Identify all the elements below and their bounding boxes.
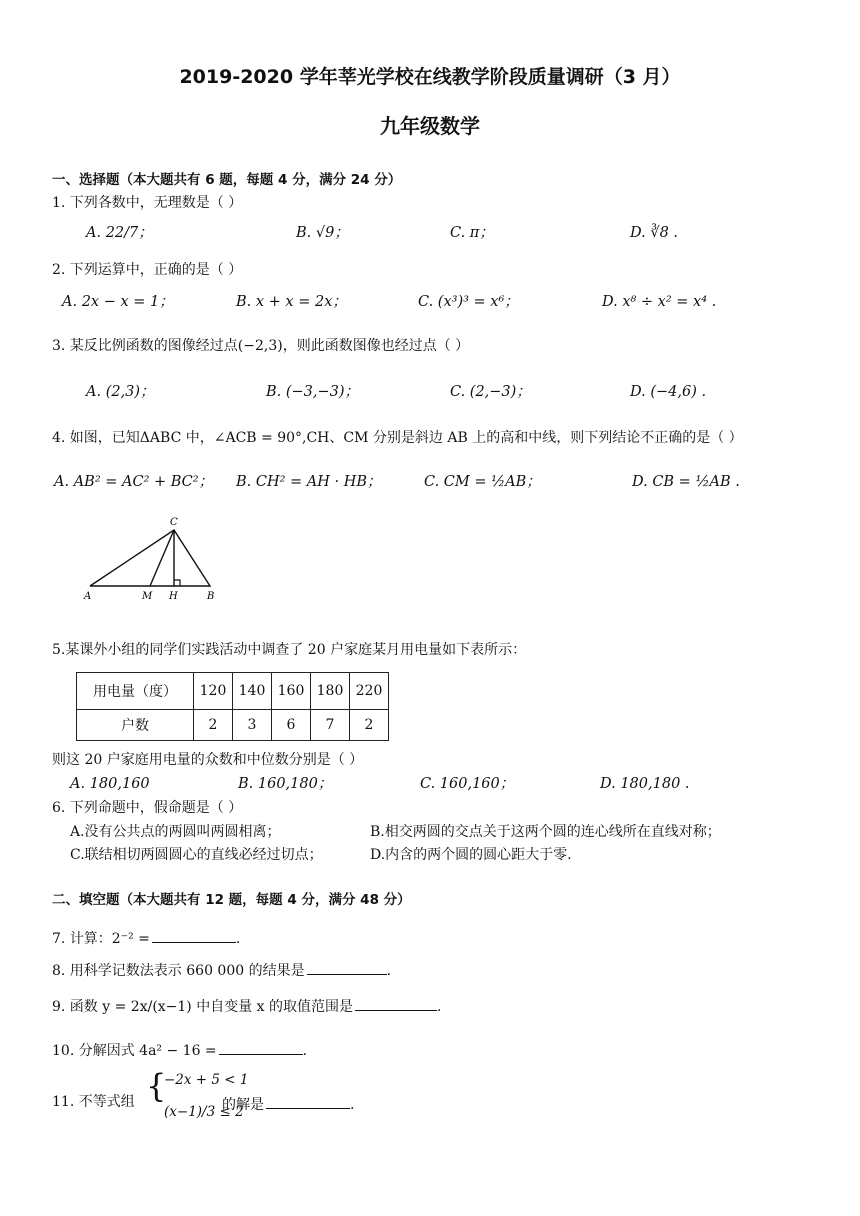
q8: 8. 用科学记数法表示 660 000 的结果是 . [52, 960, 391, 980]
q2-option-a: A. 2x − x = 1； [62, 294, 174, 310]
q2-option-b: B. x + x = 2x； [236, 294, 347, 310]
answer-blank [219, 1040, 303, 1055]
q3-option-c: C. (2,−3)； [450, 384, 531, 400]
q11-answer: 的解是 . [222, 1094, 354, 1114]
q11-line2: (x−1)/3 ≤ 2 [164, 1104, 244, 1120]
table-row [77, 710, 389, 741]
table-cell: 3 [233, 710, 272, 741]
q4-option-b: B. CH² = AH · HB； [236, 474, 382, 490]
q2-option-d: D. x⁸ ÷ x² = x⁴ . [602, 294, 717, 310]
table-cell: 2 [350, 710, 389, 741]
table-cell: 140 [233, 673, 272, 710]
q1-option-c: C. π； [450, 225, 494, 241]
q10: 10. 分解因式 4a² − 16 = . [52, 1040, 307, 1060]
q7: 7. 计算：2⁻² = . [52, 928, 240, 948]
q5-option-c: C. 160,160； [420, 776, 515, 792]
triangle-abc [90, 530, 210, 586]
answer-blank [152, 928, 236, 943]
q8-stem: 8. 用科学记数法表示 660 000 的结果是 [52, 963, 305, 979]
q6-option-b: B.相交两圆的交点关于这两个圆的连心线所在直线对称； [370, 824, 721, 840]
q6-stem: 6. 下列命题中，假命题是（ ） [52, 800, 243, 816]
answer-blank [266, 1094, 350, 1109]
q10-stem: 10. 分解因式 4a² − 16 = [52, 1043, 217, 1059]
q6-option-a: A.没有公共点的两圆叫两圆相离； [70, 824, 281, 840]
label-m: M [142, 591, 153, 602]
label-a: A [84, 591, 92, 602]
triangle-figure [80, 512, 230, 604]
q4-option-a: A. AB² = AC² + BC²； [54, 474, 214, 490]
table-header-usage: 用电量（度） [77, 673, 194, 710]
q7-stem: 7. 计算：2⁻² = [52, 931, 150, 947]
q3-option-d: D. (−4,6) . [630, 384, 707, 400]
q5-option-a: A. 180,160 [70, 776, 150, 792]
q9: 9. 函数 y = 2x/(x−1) 中自变量 x 的取值范围是 . [52, 996, 441, 1016]
electricity-table [76, 672, 389, 741]
table-cell: 6 [272, 710, 311, 741]
q3-option-b: B. (−3,−3)； [266, 384, 360, 400]
q11-suffix: 的解是 [222, 1097, 264, 1113]
q11-stem: 11. 不等式组 [52, 1094, 135, 1110]
page-title: 2019-2020 学年莘光学校在线教学阶段质量调研（3 月） [179, 66, 681, 88]
q5-question: 则这 20 户家庭用电量的众数和中位数分别是（ ） [52, 752, 364, 768]
table-header-households: 户数 [77, 710, 194, 741]
q3-stem: 3. 某反比例函数的图像经过点(−2,3)，则此函数图像也经过点（ ） [52, 338, 470, 354]
label-b: B [207, 591, 215, 602]
section1-heading: 一、选择题（本大题共有 6 题，每题 4 分，满分 24 分） [52, 172, 402, 188]
q2-option-c: C. (x³)³ = x⁶； [418, 294, 519, 310]
table-row [77, 673, 389, 710]
answer-blank [355, 996, 437, 1011]
q2-stem: 2. 下列运算中，正确的是（ ） [52, 262, 243, 278]
q3-option-a: A. (2,3)； [86, 384, 155, 400]
table-cell: 120 [194, 673, 233, 710]
table-cell: 180 [311, 673, 350, 710]
answer-blank [307, 960, 387, 975]
table-cell: 160 [272, 673, 311, 710]
q4-stem: 4. 如图，已知ΔABC 中，∠ACB = 90°,CH、CM 分别是斜边 AB 上的高和中线，则下列结论不正确的是（ ） [52, 430, 743, 446]
table-cell: 2 [194, 710, 233, 741]
right-angle-mark [174, 580, 180, 586]
label-h: H [169, 591, 178, 602]
label-c: C [170, 517, 178, 528]
brace: { [146, 1067, 167, 1105]
table-cell: 220 [350, 673, 389, 710]
q1-stem: 1. 下列各数中，无理数是（ ） [52, 195, 243, 211]
q5-option-b: B. 160,180； [238, 776, 333, 792]
q11-line1: −2x + 5 < 1 [164, 1072, 249, 1088]
q1-option-d: D. ∛8 . [630, 225, 679, 241]
q5-option-d: D. 180,180 . [600, 776, 690, 792]
table-cell: 7 [311, 710, 350, 741]
q6-option-c: C.联结相切两圆圆心的直线必经过切点； [70, 847, 323, 863]
page-subtitle: 九年级数学 [380, 114, 480, 138]
q9-stem: 9. 函数 y = 2x/(x−1) 中自变量 x 的取值范围是 [52, 999, 354, 1015]
q6-option-d: D.内含的两个圆的圆心距大于零. [370, 847, 572, 863]
section2-heading: 二、填空题（本大题共有 12 题，每题 4 分，满分 48 分） [52, 892, 411, 908]
q1-option-a: A. 22/7； [86, 225, 153, 241]
q4-option-d: D. CB = ½AB . [632, 474, 740, 490]
q1-option-b: B. √9； [296, 225, 349, 241]
q4-option-c: C. CM = ½AB； [424, 474, 541, 490]
q5-stem: 5.某课外小组的同学们实践活动中调查了 20 户家庭某月用电量如下表所示： [52, 642, 527, 658]
